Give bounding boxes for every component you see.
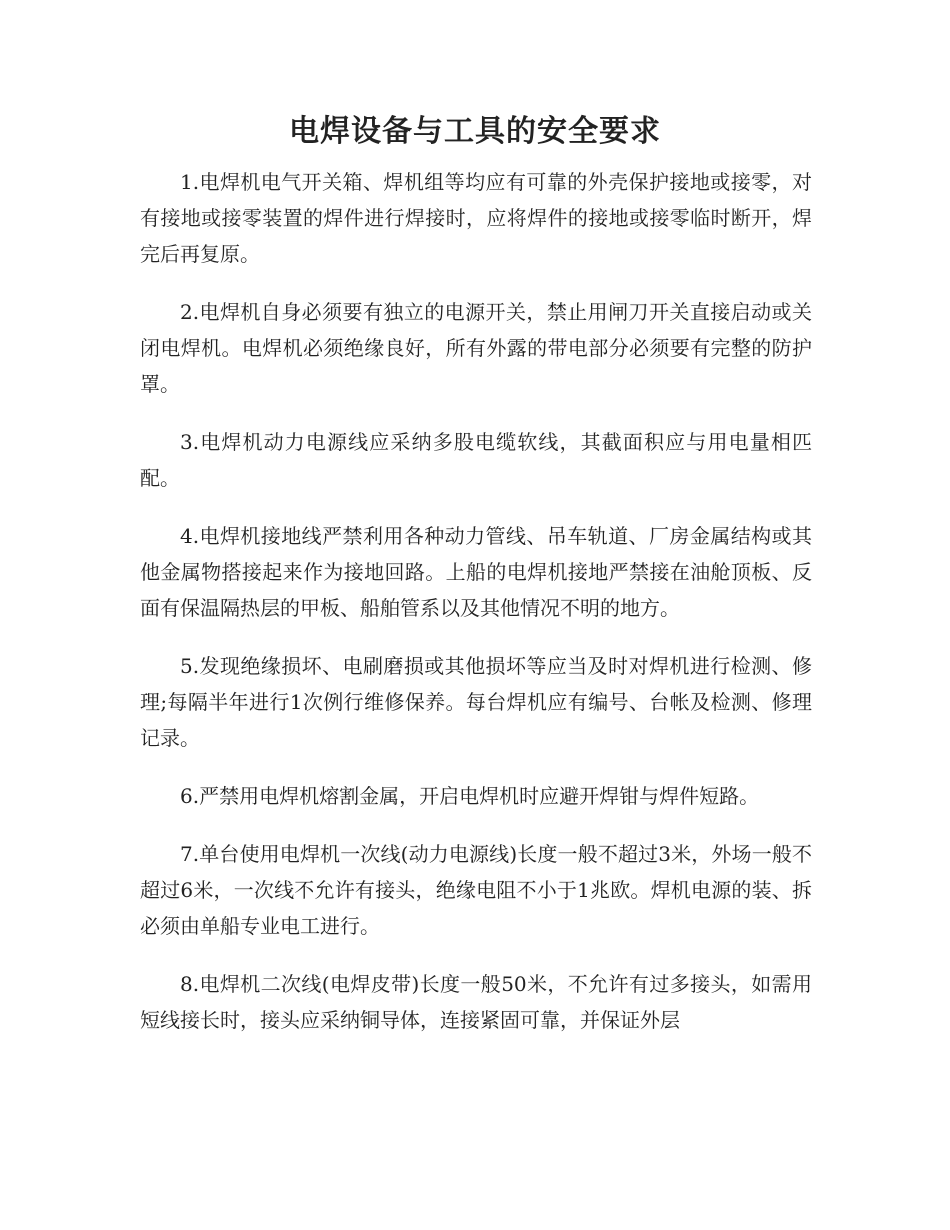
paragraph-1: 1.电焊机电气开关箱、焊机组等均应有可靠的外壳保护接地或接零，对有接地或接零装置的焊件进行焊接时，应将焊件的接地或接零临时断开，焊完后再复原。 bbox=[140, 170, 812, 266]
paragraph-7: 7.单台使用电焊机一次线(动力电源线)长度一般不超过3米，外场一般不超过6米，一次线不允许有接头，绝缘电阻不小于1兆欧。焊机电源的装、拆必须由单船专业电工进行。 bbox=[140, 842, 812, 938]
paragraph-5: 5.发现绝缘损坏、电刷磨损或其他损坏等应当及时对焊机进行检测、修理;每隔半年进行1次例行维修保养。每台焊机应有编号、台帐及检测、修理记录。 bbox=[140, 654, 812, 750]
paragraph-8: 8.电焊机二次线(电焊皮带)长度一般50米，不允许有过多接头，如需用短线接长时，接头应采纳铜导体，连接紧固可靠，并保证外层 bbox=[140, 972, 812, 1032]
document-body bbox=[140, 164, 812, 1060]
page-title: 电焊设备与工具的安全要求 bbox=[289, 114, 661, 149]
paragraph-3: 3.电焊机动力电源线应采纳多股电缆软线，其截面积应与用电量相匹配。 bbox=[140, 430, 812, 490]
paragraph-6: 6.严禁用电焊机熔割金属，开启电焊机时应避开焊钳与焊件短路。 bbox=[180, 784, 760, 808]
paragraph-4: 4.电焊机接地线严禁利用各种动力管线、吊车轨道、厂房金属结构或其他金属物搭接起来作为接地回路。上船的电焊机接地严禁接在油舱顶板、反面有保温隔热层的甲板、船舶管系以及其他情况不明的地方。 bbox=[140, 524, 812, 620]
paragraph-2: 2.电焊机自身必须要有独立的电源开关，禁止用闸刀开关直接启动或关闭电焊机。电焊机必须绝缘良好，所有外露的带电部分必须要有完整的防护罩。 bbox=[140, 300, 812, 396]
